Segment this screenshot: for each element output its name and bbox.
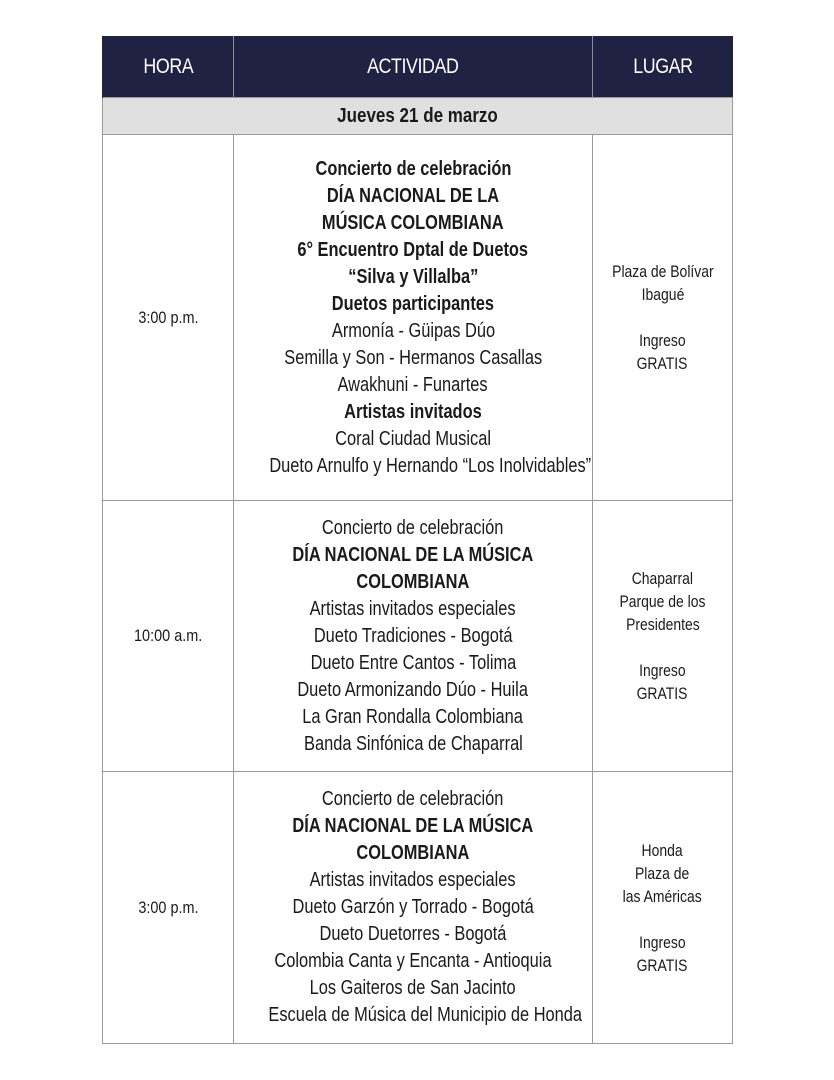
spacer [593, 636, 732, 659]
day-label: Jueves 21 de marzo [103, 98, 733, 135]
venue-line: Presidentes [625, 615, 700, 634]
event-time: 10:00 a.m. [103, 501, 234, 772]
activity-line: 6° Encuentro Dptal de Duetos [297, 238, 529, 261]
activity-line: Artistas invitados especiales [309, 869, 516, 891]
activity-line: DÍA NACIONAL DE LA [326, 184, 500, 207]
activity-line: Concierto de celebración [322, 516, 504, 539]
activity-line: COLOMBIANA [356, 570, 470, 593]
venue-line: Plaza de [635, 863, 690, 883]
event-venue [593, 772, 733, 1044]
spacer [593, 306, 732, 329]
activity-line: Concierto de celebración [322, 788, 504, 810]
activity-line: Dueto Arnulfo y Hernando “Los Inolvidables” [269, 454, 592, 477]
event-time: 3:00 p.m. [103, 135, 234, 501]
admission-line: GRATIS [637, 955, 688, 975]
admission-line: GRATIS [637, 684, 688, 703]
activity-line: Armonía - Güipas Dúo [331, 319, 495, 342]
event-row [103, 772, 733, 1044]
header-hora: HORA [103, 36, 234, 98]
header-row [103, 36, 733, 98]
venue-line: Plaza de Bolívar [611, 262, 714, 281]
activity-line: Colombia Canta y Encanta - Antioquia [274, 950, 552, 972]
activity-line: “Silva y Villalba” [347, 265, 479, 288]
activity-line: Los Gaiteros de San Jacinto [309, 977, 517, 999]
venue-line: Ibagué [641, 285, 684, 304]
activity-line: Dueto Duetorres - Bogotá [319, 923, 507, 945]
event-row [103, 501, 733, 772]
activity-line: DÍA NACIONAL DE LA MÚSICA [292, 815, 534, 837]
activity-line: Artistas invitados [344, 400, 482, 423]
activity-line: DÍA NACIONAL DE LA MÚSICA [292, 543, 534, 566]
event-activity [234, 501, 593, 772]
activity-line: Dueto Tradiciones - Bogotá [313, 624, 513, 647]
event-venue [593, 135, 733, 501]
header-actividad: ACTIVIDAD [234, 36, 593, 98]
activity-line: Awakhuni - Funartes [337, 373, 489, 396]
schedule-table [102, 36, 733, 1044]
venue-line: Honda [641, 840, 684, 860]
event-venue [593, 501, 733, 772]
event-time: 3:00 p.m. [103, 772, 234, 1044]
activity-line: Duetos participantes [331, 292, 495, 315]
venue-line: Parque de los [619, 592, 706, 611]
activity-line: Dueto Armonizando Dúo - Huila [297, 678, 529, 701]
activity-line: Dueto Garzón y Torrado - Bogotá [292, 896, 534, 918]
spacer [593, 908, 732, 931]
activity-line: MÚSICA COLOMBIANA [322, 211, 504, 234]
activity-line: Banda Sinfónica de Chaparral [303, 732, 523, 755]
admission-line: Ingreso [639, 661, 686, 680]
event-row [103, 135, 733, 501]
activity-line: COLOMBIANA [356, 842, 470, 864]
activity-line: Artistas invitados especiales [309, 597, 516, 620]
venue-line: las Américas [622, 886, 703, 906]
event-activity [234, 772, 593, 1044]
activity-line: La Gran Rondalla Colombiana [302, 705, 524, 728]
activity-line: Semilla y Son - Hermanos Casallas [284, 346, 542, 369]
event-activity [234, 135, 593, 501]
admission-line: Ingreso [639, 932, 686, 952]
activity-line: Concierto de celebración [315, 157, 511, 180]
activity-line: Escuela de Música del Municipio de Honda [268, 1004, 583, 1026]
admission-line: Ingreso [639, 331, 686, 350]
activity-line: Coral Ciudad Musical [335, 427, 491, 450]
header-lugar: LUGAR [593, 36, 733, 98]
admission-line: GRATIS [637, 354, 688, 373]
day-row [103, 98, 733, 135]
activity-line: Dueto Entre Cantos - Tolima [310, 651, 516, 674]
venue-line: Chaparral [631, 569, 694, 588]
